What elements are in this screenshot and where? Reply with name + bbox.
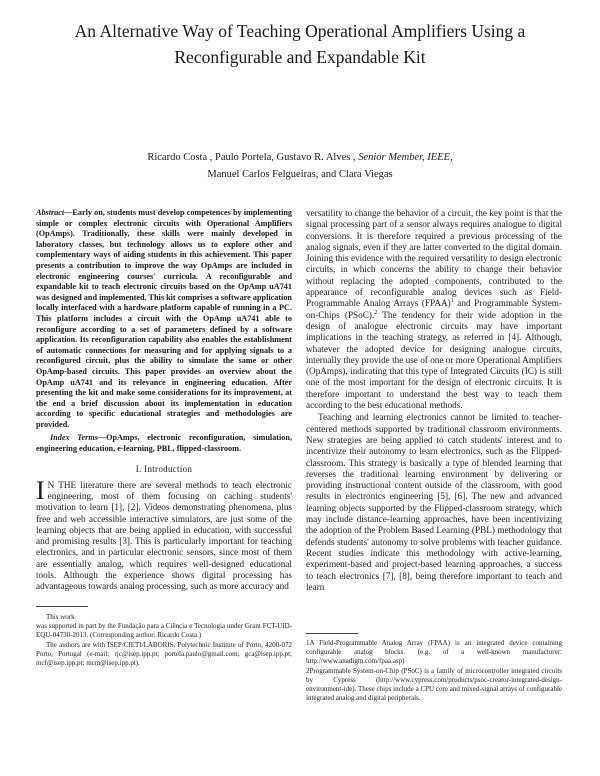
right-para1-text: versatility to change the behavior of a circuit, the key point is that the signal processing part of a sensor always requires analogue to digital conversions. It is therefore required a previous processing of the analog signals, even if they are latter converted to the digital domain. Joining this evidence with the required versatility to design electronic circuits, in which concerns the ability to change their behavior without replacing the adopted components, contributed to the appearance of reconfigurable analog devices such as Field-Programmable Analog Arrays (FPAA): [306, 208, 562, 309]
left-column: [36, 208, 292, 593]
intro-text: N THE literature there are several methods to teach electronic engineering, most of them focusing on caching students' motivation to learn [1], [2]. Videos demonstrating phenomena, plus free and web accessible interactive simulators, are just some of the learning objects that are being applied in education, with successful and promising results [3]. This is particularly important for teaching electronics, and in particular electronic sensors, since most of them are essentially analog, which requires well-designed educational tools. Although the experience shows digital processing has advantageous towards analog processing, such as more accuracy and: [36, 479, 292, 592]
author-role: Senior Member, IEEE,: [358, 152, 453, 163]
index-terms: [36, 433, 292, 454]
footnotes-right: [306, 639, 562, 703]
affiliation-footnote: The authors are with ISEP/CIETI/LABORIS, Polytechnic Institute of Porto, 4200-072 Porto, Portugal (e-mail: rjc@isep.ipp.pt; portela.paulo@gmail.com; gca@isep.ipp.pt; mcf@isep.ipp.pt; mcm@isep.ipp.pt).: [36, 640, 292, 668]
drop-cap: I: [36, 475, 45, 505]
footnote-rule-left: [36, 606, 88, 607]
section-heading-introduction: I. Introduction: [135, 463, 193, 474]
abstract-text: —Early on, students must develop competences by implementing simple or complex electronic circuits with Operational Amplifiers (OpAmps). Traditionally, these skills were mainly developed in laboratory classes, but technology allows us to explore other and complementary ways of aiding students in this achievement. This paper presents a contribution to improve the way OpAmps are included in electronic engineering courses' curricula. A reconfigurable and expandable kit to teach electronic circuits based on the OpAmp uA741 was designed and implemented. This kit comprises a software application locally interfaced with a hardware platform capable of running in a PC. This platform includes a circuit with the OpAmp uA741 able to reconfigure according to a set of parameters defined by a software application. Its reconfiguration capability also enables the establishment of automatic connections for measuring and for applying signals to a reconfigured circuit, plus the ability to simulate the same or other OpAmp-based circuits. This paper provides an overview about the OpAmp uA741 and its relevance in engineering education. After presenting the kit and make some considerations for its improvement, at the end a brief discussion about its implementation in education according to specific educational strategies and methodologies are provided.: [36, 208, 292, 429]
footnote-mark-1: 1: [450, 298, 454, 305]
abstract: [36, 208, 292, 430]
author-names: Ricardo Costa , Paulo Portela, Gustavo R. Alves ,: [147, 152, 359, 163]
footnotes-left: [36, 613, 292, 668]
footnote-fpaa: 1A Field-Programmable Analog Array (FPAA) is an integrated device containing configurable analog blocks. (e.g. of a well-known manufacturer: http://www.anadigm.com/fpaa.asp): [306, 639, 562, 666]
footnote-psoc: 2Programmable System-on-Chip (PSoC) is a family of microcontroller integrated circuits by Cypress (http://www.cypress.com/products/psoc-creator-integrated-design-environment-ide). These chips include a CPU core and mixed-signal arrays of configurable integrated analog and digital peripherals.: [306, 666, 562, 703]
index-terms-label: Index Terms: [50, 433, 98, 443]
intro-paragraph: [36, 475, 292, 593]
right-paragraph-2: Teaching and learning electronics cannot be limited to teacher-centered methods supported by traditional classroom environments. New strategies are being applied to catch students' interest and to incentivize their autonomy to learn electronics, such as the Flipped-classroom. This strategy is basically a type of blended learning that reverses the traditional learning environment by delivering or providing instructional content outside of the classroom, with good results in electronics engineering [5], [6]. The new and advanced learning objects supported by the Flipped-classroom strategy, which may include distance-learning approaches, have been incentivizing the adoption of the Problem Based Learning (PBL) methodology that defends students' autonomy to solve problems with teacher guidance. Recent studies indicate this methodology with active-learning, experiment-based and project-based learning approaches, a success to teach electronics [7], [8], being therefore important to teach and learn: [306, 412, 562, 592]
funding-footnote-lead: This work: [46, 613, 75, 621]
right-para1b-text: and Programmable System-on-Chips (PSoC).: [306, 298, 562, 320]
author-line-2: Manuel Carlos Felgueiras, and Clara Viegas: [207, 169, 393, 180]
right-para1c-text: The tendency for their wide adoption in the design of analogue electronic circuits may have important implications in the teaching strategy, as referred in [4]. Although, whatever the adopted device for designing analogue circuits, internally they provide the use of one or more Operational Amplifiers (OpAmps), indicating that this type of Integrated Circuits (IC) is still one of the most important for the design of electronic circuits. It is therefore important to understand the best way to teach them according to the best educational methods.: [306, 309, 562, 411]
funding-footnote: was supported in part by the Fundação para a Ciência e Tecnologia under Grant FCT-UID-EQU-04730-2013. (Corresponding author: Ricardo Costa.): [36, 622, 292, 640]
right-column: [306, 208, 562, 593]
author-block: [60, 149, 540, 183]
paper-title: An Alternative Way of Teaching Operational Amplifiers Using a Reconfigurable and Expandable Kit: [74, 21, 526, 67]
right-paragraph-1: [306, 208, 562, 411]
author-line-1: [60, 149, 540, 166]
index-terms-text: —OpAmps, electronic reconfiguration, simulation, engineering education, e-learning, PBL, flipped-classroom.: [36, 433, 292, 454]
footnote-mark-2: 2: [374, 309, 378, 316]
footnote-rule-right: [306, 633, 358, 634]
abstract-label: Abstract: [36, 208, 65, 217]
